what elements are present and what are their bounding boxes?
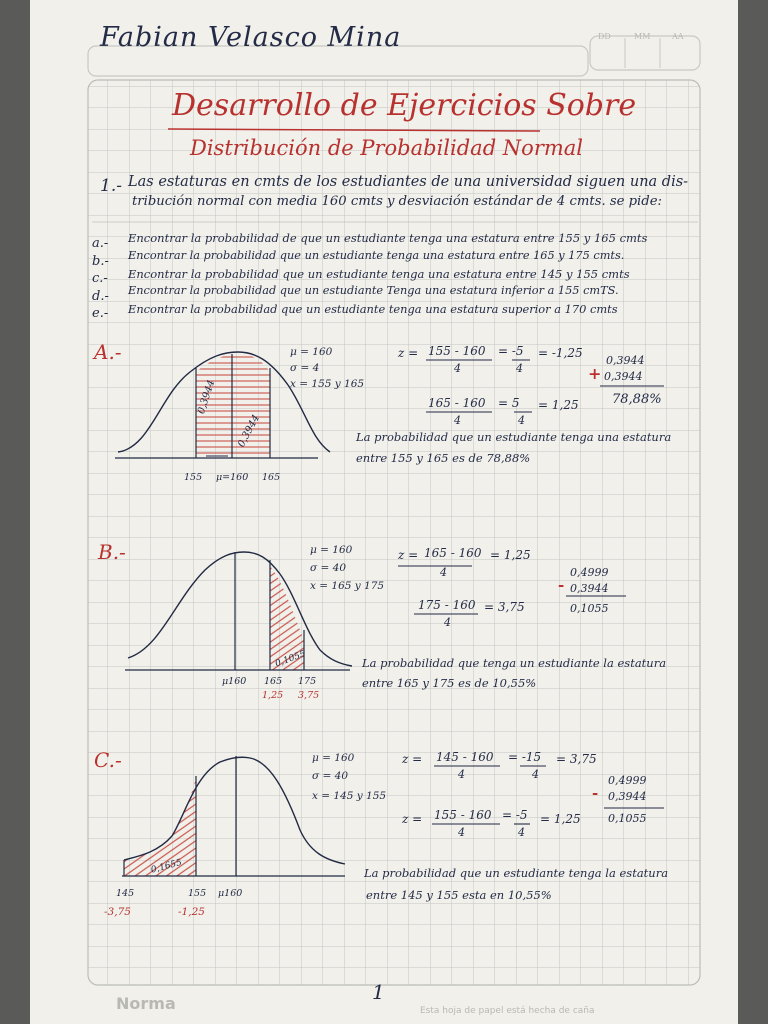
section-c-diff: 0,1055 bbox=[608, 812, 647, 825]
question-d-letter: d.- bbox=[92, 289, 109, 304]
section-a-add-1: 0,3944 bbox=[606, 354, 645, 367]
question-a-letter: a.- bbox=[92, 236, 109, 251]
question-d-text: Encontrar la probabilidad que un estudiante Tenga una estatura inferior a 155 cmTS. bbox=[128, 284, 619, 297]
section-a-z2-result: = 1,25 bbox=[538, 398, 579, 412]
section-b-conclusion-2: entre 165 y 175 es de 10,55% bbox=[362, 676, 537, 690]
section-b-param-x: x = 165 y 175 bbox=[310, 580, 385, 592]
section-c-z2-eq: z = bbox=[402, 812, 423, 826]
section-a-add-2: 0,3944 bbox=[604, 370, 643, 383]
section-a-z1-res-den: 4 bbox=[516, 362, 523, 375]
section-c-param-x: x = 145 y 155 bbox=[312, 790, 387, 802]
title-line-2: Distribución de Probabilidad Normal bbox=[190, 136, 584, 160]
section-c-conclusion-1: La probabilidad que un estudiante tenga la estatura bbox=[364, 866, 669, 880]
section-b-z2-result: = 3,75 bbox=[484, 600, 525, 614]
section-b-axis-mu: μ160 bbox=[222, 676, 247, 687]
section-a-z1-result: = -1,25 bbox=[538, 346, 583, 360]
section-a-conclusion-2: entre 155 y 165 es de 78,88% bbox=[356, 451, 531, 465]
section-b-z2-den: 4 bbox=[444, 616, 451, 629]
question-b-letter: b.- bbox=[92, 254, 109, 269]
section-b-diff: 0,1055 bbox=[570, 602, 609, 615]
section-a-param-mu: μ = 160 bbox=[290, 346, 333, 358]
section-b-z-125: 1,25 bbox=[262, 690, 284, 701]
question-c-text: Encontrar la probabilidad que un estudiante tenga una estatura entre 145 y 155 cmts bbox=[128, 267, 630, 281]
section-b-sub-1: 0,4999 bbox=[570, 566, 609, 579]
date-field-dd: DD bbox=[598, 32, 611, 41]
section-b-z-375: 3,75 bbox=[298, 690, 320, 701]
section-a-sum: 78,88% bbox=[612, 392, 662, 407]
section-c-axis-mu: μ160 bbox=[218, 888, 243, 899]
section-b-minus-sign: - bbox=[558, 576, 565, 594]
section-c-z1-den: 4 bbox=[458, 768, 465, 781]
section-a-param-x: x = 155 y 165 bbox=[290, 378, 365, 390]
section-c-sub-1: 0,4999 bbox=[608, 774, 647, 787]
section-a-axis-mu: μ=160 bbox=[216, 472, 249, 483]
section-b-shade-value: 0,1055 bbox=[274, 649, 308, 670]
section-c-z-375: -3,75 bbox=[104, 906, 131, 918]
brand-logo: Norma bbox=[116, 994, 176, 1013]
section-a-conclusion-1: La probabilidad que un estudiante tenga una estatura bbox=[356, 430, 672, 444]
section-c-axis-145: 145 bbox=[116, 888, 135, 899]
footer-tagline: Esta hoja de papel está hecha de caña bbox=[420, 1006, 595, 1016]
problem-line-1: Las estaturas en cmts de los estudiantes de una universidad siguen una dis- bbox=[128, 174, 689, 190]
section-a-z2-den: 4 bbox=[454, 414, 461, 427]
section-a-z2-num: 165 - 160 bbox=[428, 396, 486, 410]
section-b-axis-175: 175 bbox=[298, 676, 317, 687]
section-b-param-mu: μ = 160 bbox=[310, 544, 353, 556]
question-e-text: Encontrar la probabilidad que un estudiante tenga una estatura superior a 170 cmts bbox=[128, 302, 618, 316]
section-b-z2-num: 175 - 160 bbox=[418, 598, 476, 612]
section-c-z1-result: = 3,75 bbox=[556, 752, 597, 766]
section-c-param-sigma: σ = 40 bbox=[312, 770, 349, 782]
section-c-z2-result: = 1,25 bbox=[540, 812, 581, 826]
section-a-z1-den: 4 bbox=[454, 362, 461, 375]
section-c-minus-sign: - bbox=[592, 784, 599, 802]
student-name: Fabian Velasco Mina bbox=[100, 22, 402, 53]
section-a-z2-res: = 5 bbox=[498, 396, 520, 410]
section-a-z1-num: 155 - 160 bbox=[428, 344, 486, 358]
section-b-label: B.- bbox=[98, 540, 126, 564]
section-c-z2-den: 4 bbox=[458, 826, 465, 839]
section-c-conclusion-2: entre 145 y 155 esta en 10,55% bbox=[366, 888, 552, 902]
section-a-z2-res-den: 4 bbox=[518, 414, 525, 427]
section-a-z1-res: = -5 bbox=[498, 344, 524, 358]
section-a-plus-sign: + bbox=[588, 364, 602, 383]
date-field-mm: MM bbox=[634, 32, 651, 41]
section-c-param-mu: μ = 160 bbox=[312, 752, 355, 764]
question-b-text: Encontrar la probabilidad que un estudiante tenga una estatura entre 165 y 175 cmts. bbox=[128, 249, 625, 262]
section-c-z2-num: 155 - 160 bbox=[434, 808, 492, 822]
section-c-z1-res: = -15 bbox=[508, 750, 542, 764]
question-e-letter: e.- bbox=[92, 306, 109, 321]
problem-number: 1.- bbox=[100, 176, 122, 196]
section-a-shade-left-value: 0,3944 bbox=[196, 378, 218, 416]
section-c-z1-num: 145 - 160 bbox=[436, 750, 494, 764]
section-a-axis-155: 155 bbox=[184, 472, 203, 483]
date-field-aa: AA bbox=[672, 32, 684, 41]
date-box bbox=[590, 36, 700, 70]
page-number: 1 bbox=[372, 980, 385, 1004]
section-a-z-eq: z = bbox=[398, 346, 419, 360]
section-b-z1-num: 165 - 160 bbox=[424, 546, 482, 560]
section-c-sub-2: 0,3944 bbox=[608, 790, 647, 803]
problem-line-2: tribución normal con media 160 cmts y desviación estándar de 4 cmts. se pide: bbox=[132, 194, 662, 209]
section-a-axis-165: 165 bbox=[262, 472, 281, 483]
section-a-shade-right-value: 0,3944 bbox=[236, 413, 263, 450]
section-a-label: A.- bbox=[94, 340, 122, 364]
section-c-z2-res-den: 4 bbox=[518, 826, 525, 839]
section-c-z-125: -1,25 bbox=[178, 906, 205, 918]
section-c-axis-155: 155 bbox=[188, 888, 207, 899]
question-a-text: Encontrar la probabilidad de que un estudiante tenga una estatura entre 155 y 165 cmts bbox=[128, 231, 648, 245]
section-b-z1-result: = 1,25 bbox=[490, 548, 531, 562]
section-b-axis-165: 165 bbox=[264, 676, 283, 687]
section-c-label: C.- bbox=[94, 748, 122, 772]
section-b-z1-den: 4 bbox=[440, 566, 447, 579]
question-c-letter: c.- bbox=[92, 271, 108, 286]
section-b-conclusion-1: La probabilidad que tenga un estudiante la estatura bbox=[362, 656, 667, 670]
section-c-z2-res: = -5 bbox=[502, 808, 528, 822]
section-c-shade-value: 0,1655 bbox=[150, 857, 184, 876]
section-b-z-eq: z = bbox=[398, 548, 419, 562]
section-b-param-sigma: σ = 40 bbox=[310, 562, 347, 574]
section-b-sub-2: 0,3944 bbox=[570, 582, 609, 595]
section-c-z1-eq: z = bbox=[402, 752, 423, 766]
section-a-param-sigma: σ = 4 bbox=[290, 362, 320, 374]
title-line-1: Desarrollo de Ejercicios Sobre bbox=[172, 88, 637, 123]
section-c-z1-res-den: 4 bbox=[532, 768, 539, 781]
